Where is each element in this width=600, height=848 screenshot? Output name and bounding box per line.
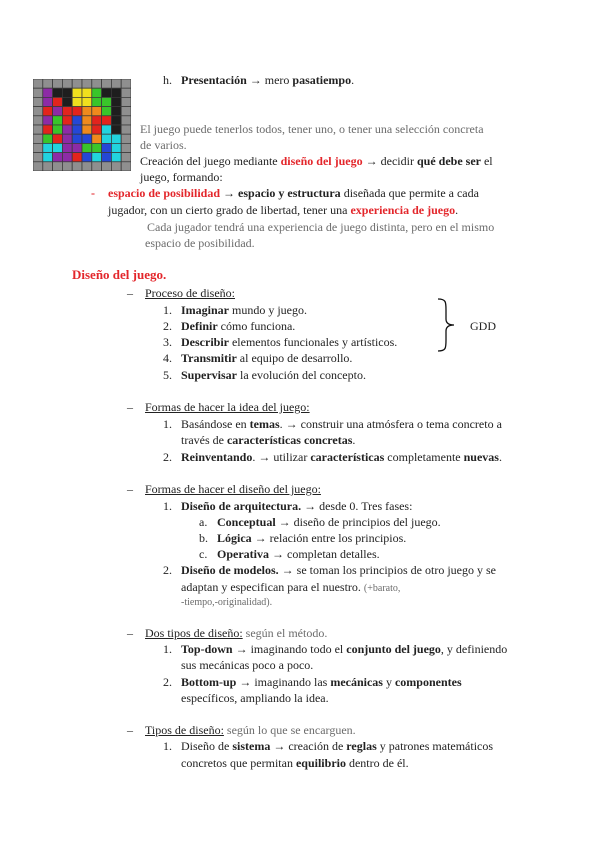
list-item [181, 562, 496, 578]
bullet-line [108, 202, 458, 218]
subsection-title: Formas de hacer el diseño del juego: [145, 482, 321, 496]
text-segment: dentro de él. [345, 756, 409, 770]
text-segment: y [382, 675, 395, 689]
board-border-cell [43, 79, 53, 88]
bold-term: Operativa [217, 547, 269, 561]
block-cell [82, 134, 92, 143]
paragraph-line [140, 153, 493, 169]
board-border-cell [121, 134, 131, 143]
block-cell [72, 143, 82, 152]
block-cell [102, 143, 112, 152]
intro-item-h [181, 72, 354, 88]
empty-cell [102, 88, 112, 97]
bold-term: Lógica [217, 531, 252, 545]
list-number: 2. [163, 450, 172, 464]
sublist-item [217, 546, 380, 562]
subsection-subtitle: según lo que se encarguen. [223, 723, 356, 737]
list-item-continuation [181, 755, 409, 771]
bold-term: Transmitir [181, 351, 237, 365]
aside-note: (+barato, [363, 583, 401, 594]
bold-term: Presentación [181, 73, 247, 87]
list-marker: h. [163, 73, 172, 87]
empty-cell [111, 107, 121, 116]
block-cell [43, 153, 53, 162]
board-border-cell [72, 79, 82, 88]
text-segment: → diseño de principios del juego. [275, 515, 441, 529]
block-cell [92, 97, 102, 106]
group-label: GDD [470, 319, 496, 333]
list-marker: – [127, 723, 133, 737]
block-cell [111, 134, 121, 143]
list-number: 3. [163, 335, 172, 349]
paragraph-line: juego, formando: [140, 170, 223, 184]
board-border-cell [111, 162, 121, 171]
block-cell [53, 116, 63, 125]
board-border-cell [33, 116, 43, 125]
block-cell [72, 153, 82, 162]
board-border-cell [111, 79, 121, 88]
block-cell [53, 143, 63, 152]
bold-term: reglas [346, 739, 377, 753]
subsection-title-text: Tipos de diseño: [145, 723, 224, 737]
board-border-cell [33, 162, 43, 171]
board-border-cell [53, 162, 63, 171]
bold-term: Diseño de arquitectura. [181, 499, 302, 513]
block-cell [53, 134, 63, 143]
board-border-cell [102, 79, 112, 88]
block-cell [62, 153, 72, 162]
board-border-cell [121, 143, 131, 152]
text-segment: el [480, 154, 493, 168]
text-segment: completamente [384, 450, 464, 464]
bullet-marker: - [91, 186, 95, 200]
board-border-cell [72, 162, 82, 171]
list-item [181, 416, 502, 432]
board-border-cell [82, 162, 92, 171]
list-marker: – [127, 286, 133, 300]
bold-term: nuevas [463, 450, 499, 464]
board-border-cell [53, 79, 63, 88]
block-cell [43, 125, 53, 134]
list-item-continuation: sus mecánicas poco a poco. [181, 658, 314, 672]
subsection-title [145, 722, 356, 738]
block-cell [72, 125, 82, 134]
board-border-cell [121, 153, 131, 162]
block-cell [111, 153, 121, 162]
list-item [181, 318, 295, 334]
bold-term: Reinventando [181, 450, 253, 464]
subsection-title: Formas de hacer la idea del juego: [145, 400, 310, 414]
empty-cell [111, 97, 121, 106]
text-segment: jugador, con un cierto grado de libertad, tener una [108, 203, 351, 217]
bold-term: características [310, 450, 385, 464]
list-item [181, 334, 397, 350]
block-cell [92, 153, 102, 162]
highlight-term: diseño del juego [280, 154, 363, 168]
section-heading: Diseño del juego. [72, 267, 167, 282]
block-cell [111, 143, 121, 152]
note-line: Cada jugador tendrá una experiencia de juego distinta, pero en el mismo [147, 220, 495, 234]
empty-cell [111, 125, 121, 134]
block-cell [72, 116, 82, 125]
board-border-cell [121, 88, 131, 97]
block-cell [92, 107, 102, 116]
list-item [181, 302, 307, 318]
subsection-subtitle: según el método. [242, 626, 328, 640]
board-border-cell [33, 88, 43, 97]
board-border-cell [82, 79, 92, 88]
list-number: 2. [163, 675, 172, 689]
block-cell [92, 116, 102, 125]
list-item [181, 674, 462, 690]
bold-term: Conceptual [217, 515, 276, 529]
bold-term: Bottom-up [181, 675, 237, 689]
text-segment: al equipo de desarrollo. [236, 351, 353, 365]
board-border-cell [43, 162, 53, 171]
text-segment: → completan detalles. [269, 547, 380, 561]
block-cell [62, 125, 72, 134]
block-cell [53, 153, 63, 162]
board-border-cell [121, 79, 131, 88]
board-border-cell [33, 134, 43, 143]
bold-term: características concretas [226, 433, 353, 447]
block-cell [72, 107, 82, 116]
text-segment: . → construir una atmósfera o tema concreto a [279, 417, 502, 431]
list-item-continuation: específicos, ampliando la idea. [181, 691, 329, 705]
text-segment: mundo y juego. [229, 303, 307, 317]
text-segment: la evolución del concepto. [237, 368, 366, 382]
text-segment: . → utilizar [252, 450, 311, 464]
text-segment: través de [181, 433, 227, 447]
board-border-cell [121, 107, 131, 116]
block-cell [43, 97, 53, 106]
text-segment: Diseño de [181, 739, 233, 753]
text-segment: diseñada que permite a cada [340, 186, 479, 200]
text-segment: → imaginando todo el [232, 642, 347, 656]
block-cell [82, 125, 92, 134]
highlight-term: espacio de posibilidad [108, 186, 221, 200]
block-cell [82, 143, 92, 152]
bold-term: pasatiempo [292, 73, 352, 87]
text-segment: concretos que permitan [181, 756, 296, 770]
list-number: 1. [163, 642, 172, 656]
block-cell [102, 116, 112, 125]
block-cell [53, 97, 63, 106]
board-border-cell [33, 125, 43, 134]
bold-term: componentes [394, 675, 462, 689]
block-cell [102, 134, 112, 143]
text-segment: . [498, 450, 502, 464]
bold-term: espacio y estructura [238, 186, 341, 200]
bold-term: sistema [232, 739, 271, 753]
block-cell [53, 107, 63, 116]
block-cell [43, 107, 53, 116]
list-number: 5. [163, 368, 172, 382]
bold-term: mecánicas [330, 675, 383, 689]
block-cell [43, 116, 53, 125]
sublist-item [217, 514, 441, 530]
list-number: 1. [163, 417, 172, 431]
list-item [181, 738, 493, 754]
sublist-letter: c. [199, 547, 208, 561]
note-line: espacio de posibilidad. [145, 236, 255, 250]
block-cell [82, 153, 92, 162]
list-number: 2. [163, 319, 172, 333]
empty-cell [53, 88, 63, 97]
list-marker: – [127, 400, 133, 414]
curly-brace [436, 298, 456, 352]
board-border-cell [33, 79, 43, 88]
block-cell [72, 97, 82, 106]
block-cell [53, 125, 63, 134]
text-segment: y patrones matemáticos [376, 739, 494, 753]
list-item [181, 367, 366, 383]
block-cell [82, 88, 92, 97]
board-border-cell [121, 116, 131, 125]
text-segment: → [220, 186, 239, 200]
block-cell [72, 88, 82, 97]
block-cell [62, 116, 72, 125]
board-border-cell [62, 79, 72, 88]
block-cell [43, 88, 53, 97]
empty-cell [62, 97, 72, 106]
list-item [181, 449, 502, 465]
bold-term: Supervisar [181, 368, 238, 382]
block-cell [102, 153, 112, 162]
block-cell [62, 143, 72, 152]
subsection-title [145, 625, 327, 641]
bold-term: qué debe ser [416, 154, 481, 168]
empty-cell [111, 88, 121, 97]
list-item [181, 350, 352, 366]
text-segment: → se toman los principios de otro juego y se [278, 563, 496, 577]
text-segment: → imaginando las [236, 675, 331, 689]
text-segment: cómo funciona. [217, 319, 296, 333]
text-segment: Creación del juego mediante [140, 154, 281, 168]
bold-term: Describir [181, 335, 229, 349]
block-cell [102, 125, 112, 134]
text-segment: Basándose en [181, 417, 250, 431]
empty-cell [62, 88, 72, 97]
list-number: 4. [163, 351, 172, 365]
block-cell [92, 88, 102, 97]
board-border-cell [33, 153, 43, 162]
bold-term: Imaginar [181, 303, 229, 317]
text-segment: → desde 0. Tres fases: [301, 499, 413, 513]
text-segment: adaptan y especifican para el nuestro. [181, 580, 364, 594]
bold-term: conjunto del juego [346, 642, 441, 656]
list-item [181, 498, 412, 514]
list-number: 1. [163, 303, 172, 317]
text-segment: . [352, 433, 356, 447]
block-cell [102, 107, 112, 116]
bold-term: Definir [181, 319, 218, 333]
sublist-letter: b. [199, 531, 208, 545]
text-segment: → relación entre los principios. [251, 531, 407, 545]
list-number: 1. [163, 739, 172, 753]
board-border-cell [102, 162, 112, 171]
list-marker: – [127, 626, 133, 640]
highlight-term: experiencia de juego [350, 203, 456, 217]
list-number: 1. [163, 499, 172, 513]
list-item-continuation [181, 432, 355, 448]
sublist-letter: a. [199, 515, 208, 529]
board-border-cell [121, 97, 131, 106]
paragraph-line: El juego puede tenerlos todos, tener uno, o tener una selección concreta [140, 122, 484, 136]
bold-term: Diseño de modelos. [181, 563, 279, 577]
board-border-cell [92, 79, 102, 88]
text-segment: → creación de [270, 739, 347, 753]
bold-term: Top-down [181, 642, 233, 656]
text-segment: . [455, 203, 459, 217]
text-segment: elementos funcionales y artísticos. [228, 335, 398, 349]
block-cell [82, 97, 92, 106]
block-cell [92, 143, 102, 152]
block-cell [62, 134, 72, 143]
subsection-title: Proceso de diseño: [145, 286, 235, 300]
empty-cell [111, 116, 121, 125]
board-border-cell [33, 107, 43, 116]
block-cell [82, 116, 92, 125]
subsection-title-text: Dos tipos de diseño: [145, 626, 243, 640]
bold-term: temas [249, 417, 280, 431]
block-cell [43, 143, 53, 152]
tetris-board-image [33, 79, 131, 171]
block-cell [82, 107, 92, 116]
board-border-cell [62, 162, 72, 171]
list-item [181, 641, 507, 657]
bold-term: equilibrio [295, 756, 346, 770]
board-border-cell [121, 162, 131, 171]
block-cell [102, 97, 112, 106]
text-segment: → mero [246, 73, 293, 87]
list-number: 2. [163, 563, 172, 577]
text-segment: → decidir [362, 154, 417, 168]
board-border-cell [92, 162, 102, 171]
block-cell [62, 107, 72, 116]
board-border-cell [33, 143, 43, 152]
board-border-cell [121, 125, 131, 134]
bullet-line [108, 185, 479, 201]
block-cell [72, 134, 82, 143]
block-cell [43, 134, 53, 143]
block-cell [92, 125, 102, 134]
aside-note: -tiempo,-originalidad). [181, 597, 273, 608]
sublist-item [217, 530, 406, 546]
paragraph-line: de varios. [140, 138, 187, 152]
board-border-cell [33, 97, 43, 106]
text-segment: , y definiendo [440, 642, 508, 656]
block-cell [92, 134, 102, 143]
text-segment: . [351, 73, 355, 87]
list-marker: – [127, 482, 133, 496]
